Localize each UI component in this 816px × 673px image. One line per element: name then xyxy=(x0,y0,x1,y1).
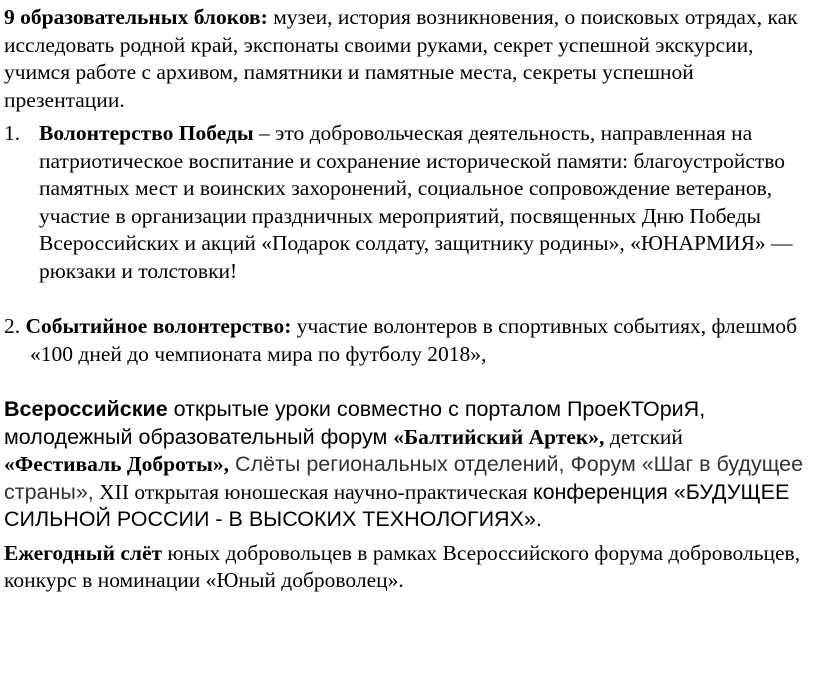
list-number-2: 2. xyxy=(4,314,26,338)
event-volunteering-text: участие волонтеров в спортивных событиях, флешмоб «100 дней до чемпионата мира по футболу 2018», xyxy=(30,314,798,366)
list-item-victory-volunteering xyxy=(4,120,804,285)
annual-rally-heading: Ежегодный слёт xyxy=(4,540,163,565)
regional-rallies-text: Слёты региональных отделений, Форум «Шаг в будущее страны», xyxy=(4,452,804,504)
victory-volunteering-text: – это добровольческая деятельность, направленная на патриотическое воспитание и сохранение исторической памяти: благоустройство памятных мест и воинских захоронений, социальное сопровождение ветеранов, участие в организации праздничных мероприятий, посвященных Дню Победы Всероссийских и акций «Подарок солдату, защитнику родины», «ЮНАРМИЯ» — рюкзаки и толстовки! xyxy=(39,121,793,283)
youth-conference-text: XII открытая юношеская научно-практическая xyxy=(93,479,533,504)
intro-paragraph xyxy=(4,4,804,114)
conference-title-text: конференция «БУДУЩЕЕ СИЛЬНОЙ РОССИИ - В ВЫСОКИХ ТЕХНОЛОГИЯХ». xyxy=(4,479,790,531)
victory-volunteering-heading: Волонтерство Победы xyxy=(39,121,254,145)
intro-heading: 9 образовательных блоков: xyxy=(4,5,268,29)
event-volunteering-paragraph xyxy=(4,313,804,368)
open-lessons-text: открытые уроки совместно с порталом ПроеКТОриЯ, молодежный образовательный форум xyxy=(4,397,706,449)
list-number-1: 1. xyxy=(4,121,21,145)
event-volunteering-heading: Событийное волонтерство: xyxy=(25,314,292,338)
children-text: детский xyxy=(604,424,683,449)
all-russian-heading: Всероссийские xyxy=(4,397,168,421)
kindness-festival-label: «Фестиваль Доброты», xyxy=(4,452,230,476)
all-russian-paragraph xyxy=(4,396,804,534)
baltic-artek-label: «Балтийский Артек», xyxy=(393,424,605,449)
annual-rally-paragraph xyxy=(4,540,804,595)
intro-text: музеи, история возникновения, о поисковых отрядах, как исследовать родной край, экспонаты своими руками, секрет успешной экскурсии, учимся работе с архивом, памятники и памятные места, секреты успешной презентации. xyxy=(4,5,798,112)
annual-rally-text: юных добровольцев в рамках Всероссийского форума добровольцев, конкурс в номинации «Юный доброволец». xyxy=(4,540,801,592)
